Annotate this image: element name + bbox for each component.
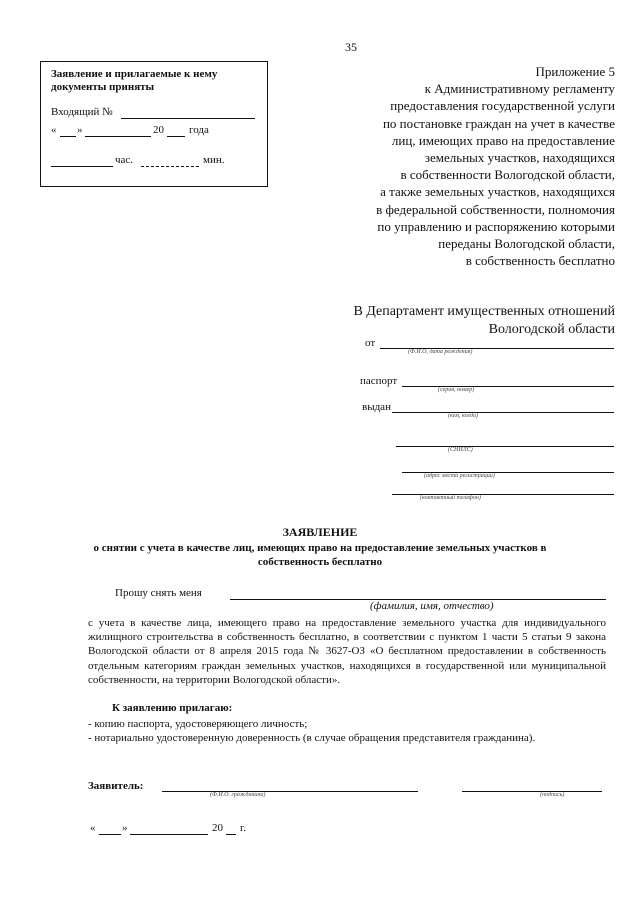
sign-date-month-line[interactable] [130,834,208,835]
appendix-line: переданы Вологодской области, [438,236,615,252]
from-label: от [365,337,376,349]
attachments-list [88,717,606,745]
date-year-word: года [189,124,209,136]
page-number: 35 [345,40,357,54]
passport-label: паспорт [360,375,398,387]
date-close-quote: » [77,124,83,136]
minute-word: мин. [203,154,225,166]
addressee-block [353,303,615,339]
appendix-line: по постановке граждан на учет в качестве [382,115,615,131]
date-year-prefix: 20 [153,124,164,136]
appendix-line: в федеральной собственности, полномочия [376,201,615,217]
appendix-line: а также земельных участков, находящихся [380,184,615,200]
appendix-line: предоставления государственной услуги [390,98,615,114]
snils-field[interactable] [396,446,614,447]
application-subtitle: о снятии с учета в качестве лиц, имеющих право на предоставление земельных участков в собственность бесплатно [93,542,547,568]
application-body: с учета в качестве лица, имеющего право на предоставление земельного участка для индивидуального жилищного строительства в собственность бесплатно, в соответствии с пунктом 1 части 5 статьи 9 закона Вологодской области от 8 апреля 2015 года № 3627-ОЗ «О бесплатном предоставлении в собственность отдельным категориям граждан земельных участков, находящихся в государственной или муниципальной собственности, на территории Вологодской области». [88,617,606,686]
issued-hint: (кем, когда) [448,413,478,419]
signature-field[interactable] [462,791,602,792]
date-month-line [85,136,151,137]
applicant-label: Заявитель: [88,780,144,792]
from-hint: (Ф.И.О, дата рождения) [408,349,473,355]
snils-hint: (СНИЛС) [448,447,473,453]
appendix-line: Приложение 5 [535,64,615,79]
appendix-line: земельных участков, находящихся [424,150,615,166]
phone-hint: (контактный телефон) [420,495,481,501]
incoming-number-line [121,118,255,119]
appendix-line: в собственности Вологодской области, [400,167,615,183]
sign-year-prefix: 20 [212,822,223,834]
sign-year-line[interactable] [226,834,236,835]
sign-date-open-quote: « [90,822,96,834]
hour-line [51,166,113,167]
fio-hint: (Ф.И.О. гражданина) [210,792,266,798]
passport-field[interactable] [402,386,614,387]
appendix-line: в собственность бесплатно [465,253,615,269]
date-open-quote: « [51,124,57,136]
appendix-line: по управлению и распоряжению которыми [377,218,615,234]
attachment-item: - копию паспорта, удостоверяющего личность; [88,718,308,730]
request-label: Прошу снять меня [115,587,202,599]
date-year-line [167,136,185,137]
incoming-number-label: Входящий № [51,106,113,118]
minute-line [141,166,199,167]
name-hint: (фамилия, имя, отчество) [370,600,494,612]
address-hint: (адрес места регистрации) [424,473,495,479]
date-day-line [60,136,76,137]
sign-date-day-line[interactable] [99,834,121,835]
hour-word: час. [115,154,134,166]
sign-hint: (подпись) [540,792,565,798]
appendix-line: к Административному регламенту [424,81,615,97]
appendix-header [376,63,615,269]
addressee-line-1: В Департамент имущественных отношений [353,304,615,319]
issued-label: выдан [362,401,391,413]
addressee-line-2: Вологодской области [488,322,615,337]
receipt-stamp-box [40,61,268,187]
attachment-item: - нотариально удостоверенную доверенность (в случае обращения представителя гражданина). [88,732,536,745]
issued-field[interactable] [392,412,614,413]
sign-date-close-quote: » [122,822,128,834]
sign-year-suffix: г. [240,822,247,834]
attachments-title: К заявлению прилагаю: [112,702,233,714]
application-title: ЗАЯВЛЕНИЕ [282,525,358,539]
stamp-title: Заявление и прилагаемые к нему документы приняты [51,68,218,93]
applicant-fio-field[interactable] [162,791,418,792]
appendix-line: лиц, имеющих право на предоставление [391,132,615,148]
passport-hint: (серия, номер) [438,387,475,393]
